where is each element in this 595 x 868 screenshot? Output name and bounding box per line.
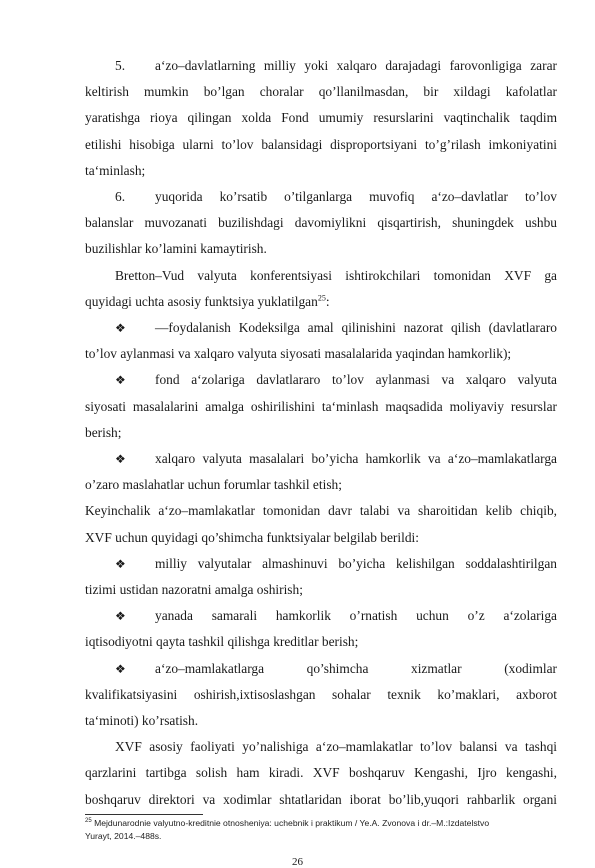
page-number: 26 bbox=[292, 855, 303, 868]
bullet-text: a‘zo–mamlakatlarga qo’shimcha xizmatlar (xodimlar bbox=[155, 660, 557, 676]
diamond-bullet-icon: ❖ bbox=[115, 321, 126, 335]
intro-text: quyidagi uchta asosiy funktsiya yuklatilgan bbox=[85, 293, 318, 309]
item-6-line-3: buzilishlar ko’lamini kamaytirish. bbox=[85, 241, 267, 257]
bullet-3-line-1 bbox=[115, 449, 557, 469]
item-5-line-1 bbox=[115, 56, 557, 76]
middle-line-1: Keyinchalik a‘zo–mamlakatlar tomonidan davr talabi va sharoitidan kelib chiqib, bbox=[85, 503, 557, 519]
bullet-6-line-2: kvalifikatsiyasini oshirish,ixtisoslashgan sohalar texnik ko’maklari, axborot bbox=[85, 686, 557, 702]
bullet-1-line-1 bbox=[115, 318, 557, 338]
intro-colon: : bbox=[325, 293, 330, 309]
item-5-line-3: yaratishga rioya qilingan xolda Fond umumiy resurslarini vaqtinchalik taqdim bbox=[85, 110, 557, 126]
footnote-line-1 bbox=[85, 817, 557, 830]
bullet-2-line-1 bbox=[115, 370, 557, 390]
item-6-line-1 bbox=[115, 187, 557, 207]
bullet-3-line-2: o’zaro maslahatlar uchun forumlar tashkil etish; bbox=[85, 477, 342, 493]
item-5-line-2: keltirish mumkin bo’lgan choralar qo’llanilmasdan, bir xildagi kafolatlar bbox=[85, 84, 557, 100]
item-number: 6. bbox=[115, 189, 126, 204]
item-5-line-5: ta‘minlash; bbox=[85, 162, 146, 178]
diamond-bullet-icon: ❖ bbox=[115, 609, 126, 624]
bullet-text: fond a‘zolariga davlatlararo to’lov aylanmasi va xalqaro valyuta bbox=[155, 372, 557, 388]
middle-line-2: XVF uchun quyidagi qo’shimcha funktsiyalar belgilab berildi: bbox=[85, 529, 419, 545]
bullet-4-line-1 bbox=[115, 554, 557, 574]
footnote-line-2: Yurayt, 2014.–488s. bbox=[85, 830, 162, 841]
bullet-6-line-1 bbox=[115, 659, 557, 679]
diamond-bullet-icon: ❖ bbox=[115, 661, 126, 676]
bullet-text: ―foydalanish Kodeksi‖ga amal qilinishini nazorat qilish (davlatlararo bbox=[155, 320, 557, 335]
intro-line-2 bbox=[85, 292, 557, 312]
bullet-text: milliy valyutalar almashinuvi bo’yicha kelishilgan soddalashtirilgan bbox=[155, 555, 557, 571]
diamond-bullet-icon: ❖ bbox=[115, 556, 126, 571]
intro-line-1: Bretton–Vud valyuta konferentsiyasi ishtirokchilari tomonidan XVF ga bbox=[115, 267, 557, 283]
bullet-1-line-2: to’lov aylanmasi va xalqaro valyuta siyosati masalalarida yaqindan hamkorlik); bbox=[85, 346, 512, 362]
closing-line-3: boshqaruv direktori va xodimlar shtatlaridan iborat bo’lib,yuqori rahbarlik organi bbox=[85, 791, 557, 807]
closing-line-2: qarzlarini tartibga solish ham kiradi. XVF boshqaruv Kengashi, Ijro kengashi, bbox=[85, 765, 557, 781]
bullet-4-line-2: tizimi ustidan nazoratni amalga oshirish; bbox=[85, 582, 303, 597]
bullet-6-line-3: ta‘minoti) ko’rsatish. bbox=[85, 713, 199, 728]
bullet-5-line-1 bbox=[115, 606, 557, 626]
bullet-2-line-2: siyosati masalalarini amalga oshirilishini ta‘minlash maqsadida moliyaviy resurslar bbox=[85, 398, 557, 414]
item-5-line-4: etilishi hisobiga ularni to’lov balansidagi disproportsiyani to’g’rilash imkoniyatini bbox=[85, 136, 557, 152]
closing-line-1: XVF asosiy faoliyati yo’nalishiga a‘zo–mamlakatlar to’lov balansi va tashqi bbox=[115, 739, 557, 755]
bullet-text: xalqaro valyuta masalalari bo’yicha hamkorlik va a‘zo–mamlakatlarga bbox=[155, 451, 557, 466]
footnote-marker: 25 bbox=[85, 817, 92, 824]
item-text: yuqorida ko’rsatib o’tilganlarga muvofiq a‘zo–davlatlar to’lov bbox=[155, 189, 557, 204]
item-6-line-2: balanslar muvozanati buzilishdagi davomiylikni qisqartirish, shuningdek ushbu bbox=[85, 215, 557, 231]
item-text: a‘zo–davlatlarning milliy yoki xalqaro darajadagi farovonligiga zarar bbox=[155, 58, 557, 73]
item-number: 5. bbox=[115, 58, 126, 73]
footnote-ref: 25 bbox=[317, 293, 326, 303]
footnote-text: Mejdunarodnie valyutno-kreditnie otnosheniya: uchebnik i praktikum / Ye.A. Zvonova i dr.–M.:Izdatelstvo bbox=[94, 817, 490, 828]
diamond-bullet-icon: ❖ bbox=[115, 452, 126, 466]
footnote-divider bbox=[85, 814, 203, 815]
bullet-2-line-3: berish; bbox=[85, 424, 122, 440]
diamond-bullet-icon: ❖ bbox=[115, 373, 126, 388]
bullet-5-line-2: iqtisodiyotni qayta tashkil qilishga kreditlar berish; bbox=[85, 634, 359, 650]
bullet-text: yanada samarali hamkorlik o’rnatish uchun o’z a‘zolariga bbox=[155, 608, 557, 624]
